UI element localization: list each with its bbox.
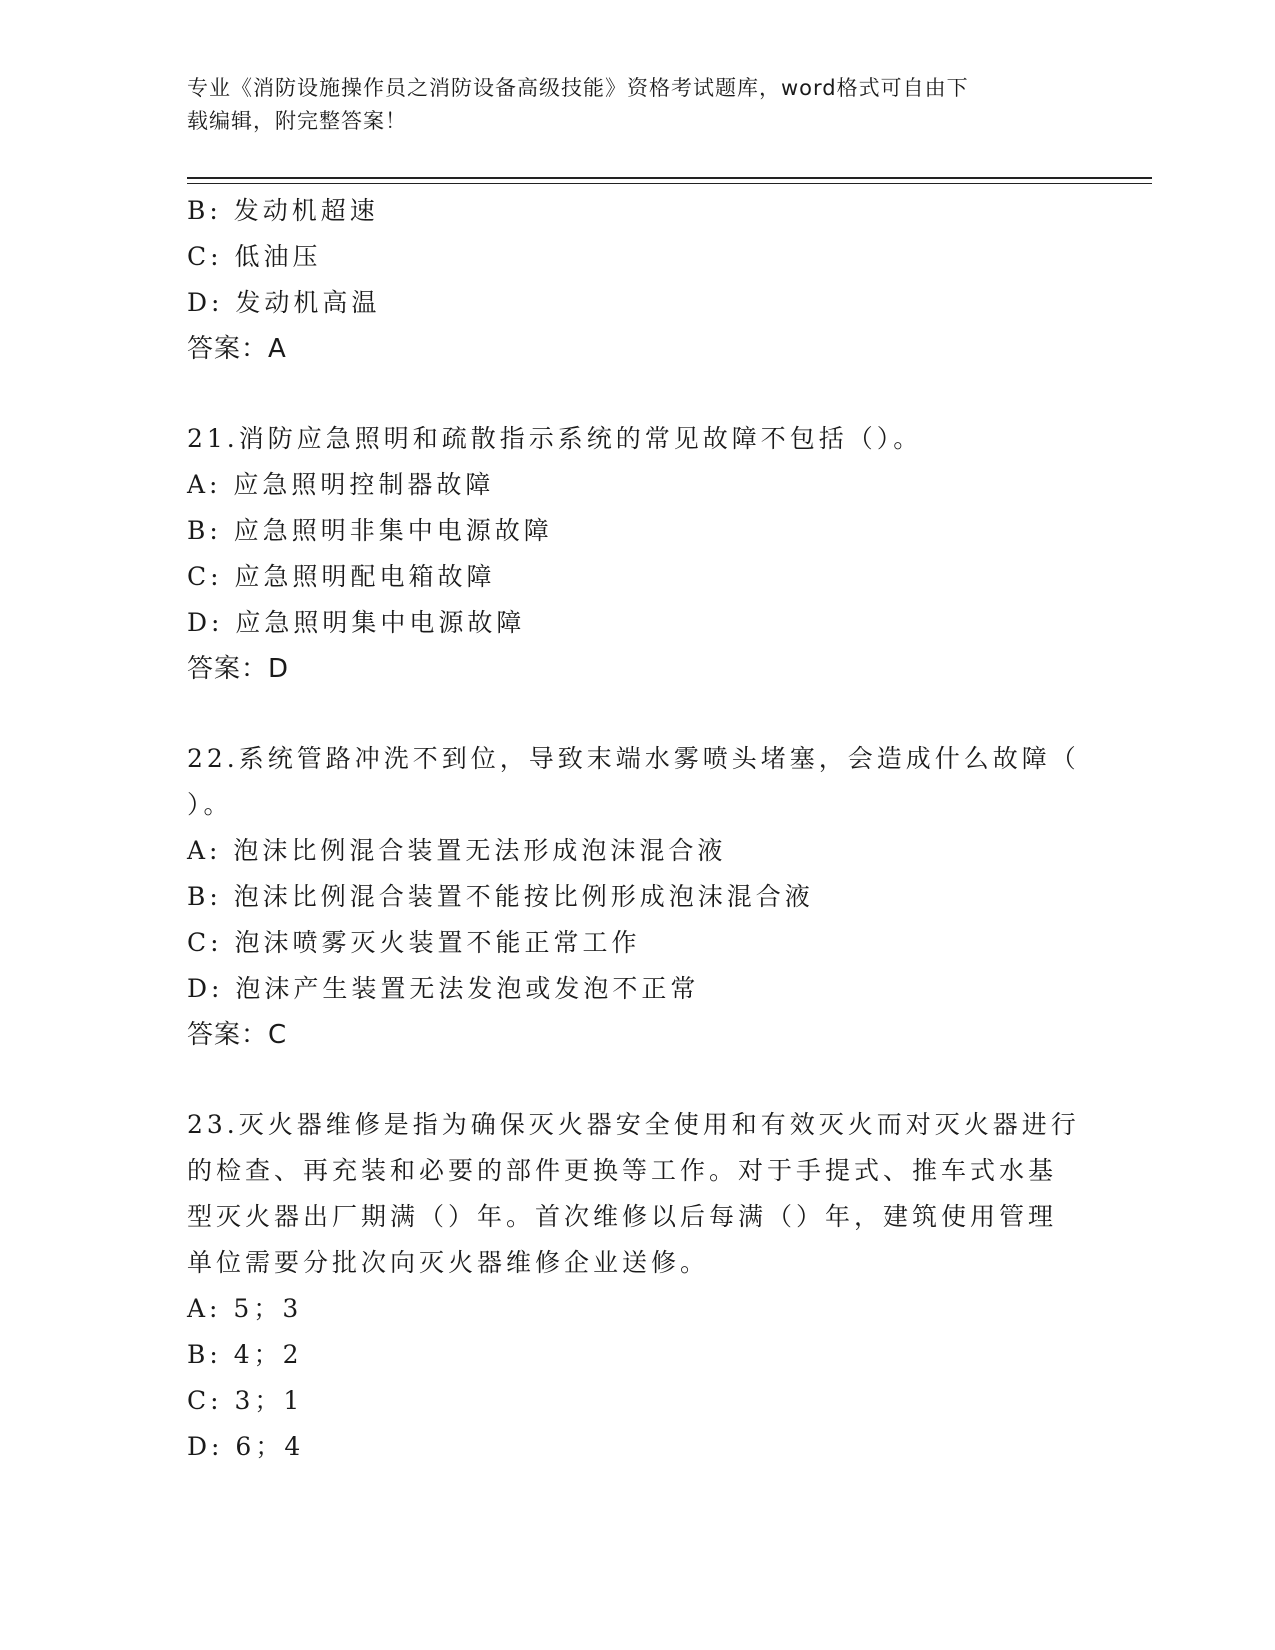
option-d: D: 泡沫产生装置无法发泡或发泡不正常 xyxy=(187,974,700,1003)
option-c: C: 3；1 xyxy=(187,1386,304,1415)
answer-label: 答案：A xyxy=(187,334,287,364)
option-d: D: 6；4 xyxy=(187,1432,305,1461)
question-21 xyxy=(187,416,1067,692)
spacer xyxy=(187,692,1067,736)
option-c: C: 低油压 xyxy=(187,242,322,271)
answer-label: 答案：C xyxy=(187,1020,288,1050)
question-text-line-3: 型灭火器出厂期满（）年。首次维修以后每满（）年，建筑使用管理 xyxy=(187,1202,1058,1231)
option-b: B: 应急照明非集中电源故障 xyxy=(187,516,553,545)
header-line-1: 专业《消防设施操作员之消防设备高级技能》资格考试题库，word格式可自由下 xyxy=(187,76,969,100)
question-text-line-2: 的检查、再充装和必要的部件更换等工作。对于手提式、推车式水基 xyxy=(187,1156,1058,1185)
spacer xyxy=(187,372,1067,416)
option-b: B: 发动机超速 xyxy=(187,196,379,225)
prev-question-block xyxy=(187,188,1067,372)
option-d: D: 应急照明集中电源故障 xyxy=(187,608,526,637)
option-b: B: 泡沫比例混合装置不能按比例形成泡沫混合液 xyxy=(187,882,814,911)
option-c: C: 应急照明配电箱故障 xyxy=(187,562,496,591)
option-a: A: 5；3 xyxy=(187,1294,303,1323)
question-23 xyxy=(187,1102,1080,1470)
header-line-2: 载编辑，附完整答案！ xyxy=(187,109,407,133)
option-d: D: 发动机高温 xyxy=(187,288,381,317)
option-a: A: 应急照明控制器故障 xyxy=(187,470,495,499)
option-c: C: 泡沫喷雾灭火装置不能正常工作 xyxy=(187,928,641,957)
question-text-line-2: ）。 xyxy=(187,790,233,819)
spacer xyxy=(187,1058,1067,1102)
question-body xyxy=(187,188,1080,1470)
header-rule-thick xyxy=(187,177,1152,179)
question-text: 21.消防应急照明和疏散指示系统的常见故障不包括（）。 xyxy=(187,424,923,453)
document-header xyxy=(187,72,1087,138)
option-a: A: 泡沫比例混合装置无法形成泡沫混合液 xyxy=(187,836,727,865)
question-text-line-1: 23.灭火器维修是指为确保灭火器安全使用和有效灭火而对灭火器进行 xyxy=(187,1110,1080,1139)
header-rule-thin xyxy=(187,183,1152,184)
option-b: B: 4；2 xyxy=(187,1340,303,1369)
question-text-line-1: 22.系统管路冲洗不到位，导致末端水雾喷头堵塞，会造成什么故障（ xyxy=(187,744,1080,773)
question-text-line-4: 单位需要分批次向灭火器维修企业送修。 xyxy=(187,1248,710,1277)
answer-label: 答案：D xyxy=(187,654,290,684)
question-22 xyxy=(187,736,1080,1058)
